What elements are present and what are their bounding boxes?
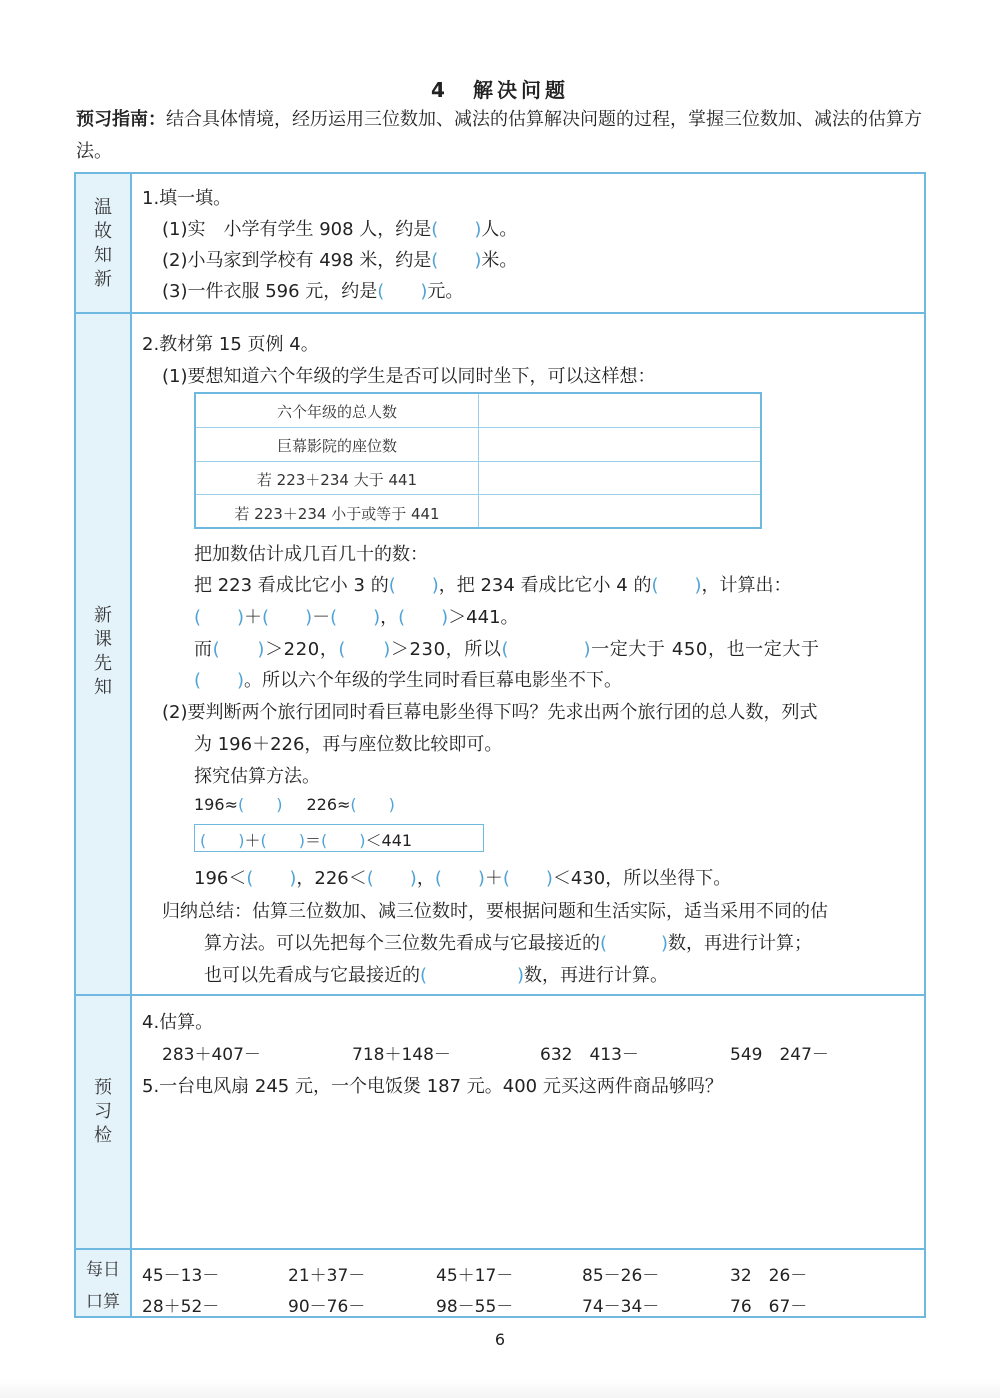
answer-blank[interactable]: ( ) bbox=[200, 831, 245, 850]
answer-blank[interactable]: ( ) bbox=[600, 933, 669, 954]
row-divider-2 bbox=[74, 994, 926, 996]
page-bottom-shadow bbox=[0, 1380, 1000, 1398]
guide-text: 结合具体情境，经历运用三位数加、减法的估算解决问题的过程，掌握三位数加、减法的估算方法。 bbox=[76, 109, 922, 162]
summary-line-3: 也可以先看成与它最接近的( )数，再进行计算。 bbox=[204, 965, 669, 986]
q1-item-3: (3)一件衣服 596 元，约是( )元。 bbox=[162, 281, 464, 302]
answer-blank[interactable]: ( ) bbox=[194, 670, 245, 691]
table-cell: 若 223＋234 大于 441 bbox=[256, 471, 418, 489]
table-cell: 巨幕影院的座位数 bbox=[276, 437, 397, 455]
line-estimate-5: ( )。所以六个年级的学生同时看巨幕电影坐不下。 bbox=[194, 670, 623, 691]
q2-part2-line2: 为 196＋226，再与座位数比较即可。 bbox=[194, 734, 503, 755]
answer-blank[interactable]: ( ) bbox=[420, 965, 525, 986]
section-label-review: 温故知新 bbox=[94, 197, 112, 290]
answer-blank[interactable]: ( ) bbox=[237, 795, 283, 814]
page-number: 6 bbox=[494, 1330, 506, 1349]
oral-calc: 45－13－ bbox=[142, 1266, 220, 1286]
line-estimate-intro: 把加数估计成几百几十的数： bbox=[194, 544, 428, 565]
table-cell: 六个年级的总人数 bbox=[276, 403, 397, 421]
guide-label: 预习指南： bbox=[76, 109, 166, 130]
estimate-expr: 283＋407－ bbox=[162, 1045, 261, 1065]
answer-blank[interactable]: ( ) bbox=[434, 868, 485, 889]
q5-text: 5.一台电风扇 245 元，一个电饭煲 187 元。400 元买这两件商品够吗？ bbox=[142, 1076, 723, 1097]
line-estimate-3: ( )＋( )－( )，( )＞441。 bbox=[194, 607, 519, 628]
summary-line-1: 归纳总结：估算三位数加、减三位数时，要根据问题和生活实际，适当采用不同的估 bbox=[162, 901, 828, 922]
preview-guide bbox=[76, 104, 926, 168]
section-label-new: 新课先知 bbox=[94, 605, 112, 698]
oral-calc: 21＋37－ bbox=[288, 1266, 366, 1286]
table-row-divider bbox=[196, 427, 760, 428]
explore-label: 探究估算方法。 bbox=[194, 766, 320, 787]
answer-blank[interactable]: ( ) bbox=[194, 607, 245, 628]
estimate-expr: 718＋148－ bbox=[352, 1045, 451, 1065]
answer-blank[interactable]: ( ) bbox=[501, 639, 592, 660]
answer-blank[interactable]: ( ) bbox=[350, 795, 395, 814]
q2-title: 2.教材第 15 页例 4。 bbox=[142, 334, 319, 355]
q2-part2-line1: (2)要判断两个旅行团同时看巨幕电影坐得下吗？先求出两个旅行团的总人数，列式 bbox=[162, 702, 818, 723]
row-divider-1 bbox=[74, 312, 926, 314]
q1-item-1: (1)实 小学有学生 908 人，约是( )人。 bbox=[162, 219, 518, 240]
table-row-divider bbox=[196, 494, 760, 495]
answer-blank[interactable]: ( ) bbox=[398, 607, 449, 628]
oral-calc: 32 26－ bbox=[730, 1266, 808, 1286]
compare-line: 196＜( )，226＜( )，( )＋( )＜430，所以坐得下。 bbox=[194, 868, 732, 889]
answer-blank[interactable]: ( ) bbox=[246, 868, 297, 889]
oral-calc: 45＋17－ bbox=[436, 1266, 514, 1286]
line-estimate-4: 而( )＞220，( )＞230，所以( )一定大于 450，也一定大于 bbox=[194, 639, 820, 660]
approx-line: 196≈( ) 226≈( ) bbox=[194, 795, 395, 814]
answer-blank[interactable]: ( ) bbox=[502, 868, 553, 889]
section-label-check: 预习检 bbox=[94, 1077, 112, 1146]
answer-blank[interactable]: ( ) bbox=[262, 607, 313, 628]
summary-line-2: 算方法。可以先把每个三位数先看成与它最接近的( )数，再进行计算； bbox=[204, 933, 813, 954]
answer-blank[interactable]: ( ) bbox=[388, 575, 439, 596]
column-divider bbox=[130, 172, 132, 1318]
estimate-expr: 632 413－ bbox=[540, 1045, 639, 1065]
oral-calc: 98－55－ bbox=[436, 1297, 514, 1317]
table-row-divider bbox=[196, 461, 760, 462]
oral-calc: 28＋52－ bbox=[142, 1297, 220, 1317]
reasoning-table bbox=[194, 392, 762, 529]
q4-title: 4.估算。 bbox=[142, 1012, 214, 1033]
oral-calc: 74－34－ bbox=[582, 1297, 660, 1317]
answer-blank[interactable]: ( ) bbox=[330, 607, 381, 628]
q1-item-2: (2)小马家到学校有 498 米，约是( )米。 bbox=[162, 250, 518, 271]
line-estimate-2: 把 223 看成比它小 3 的( )，把 234 看成比它小 4 的( )，计算出： bbox=[194, 575, 792, 596]
section-label-daily-2: 口算 bbox=[86, 1292, 120, 1312]
oral-calc: 76 67－ bbox=[730, 1297, 808, 1317]
answer-blank[interactable]: ( ) bbox=[651, 575, 702, 596]
answer-blank[interactable]: ( ) bbox=[431, 219, 482, 240]
answer-blank[interactable]: ( ) bbox=[338, 639, 391, 660]
table-cell: 若 223＋234 小于或等于 441 bbox=[234, 505, 440, 523]
section-label-daily-1: 每日 bbox=[86, 1260, 120, 1280]
oral-calc: 90－76－ bbox=[288, 1297, 366, 1317]
answer-blank[interactable]: ( ) bbox=[366, 868, 417, 889]
answer-blank[interactable]: ( ) bbox=[431, 250, 482, 271]
q1-title: 1.填一填。 bbox=[142, 188, 232, 209]
estimate-expr: 549 247－ bbox=[730, 1045, 829, 1065]
boxed-equation: ( )＋( )＝( )＜441 bbox=[200, 831, 413, 850]
answer-blank[interactable]: ( ) bbox=[260, 831, 306, 850]
q2-part1: (1)要想知道六个年级的学生是否可以同时坐下，可以这样想： bbox=[162, 366, 656, 387]
answer-blank[interactable]: ( ) bbox=[212, 639, 266, 660]
oral-calc: 85－26－ bbox=[582, 1266, 660, 1286]
page-title: 4 解决问题 bbox=[431, 78, 569, 102]
answer-blank[interactable]: ( ) bbox=[321, 831, 366, 850]
answer-blank[interactable]: ( ) bbox=[377, 281, 428, 302]
row-divider-3 bbox=[74, 1248, 926, 1250]
